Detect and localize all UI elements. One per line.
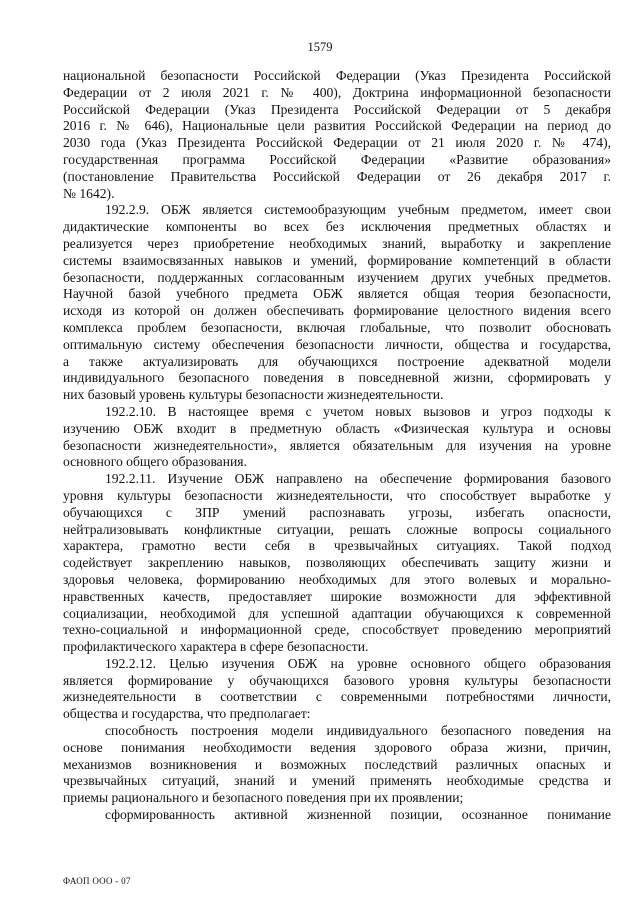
text-line: уровня культуры безопасности жизнедеятельности, что способствует выработке у (63, 487, 611, 503)
text-line: № 1642). (63, 185, 115, 201)
text-line: приемы рационального и безопасного поведения при их проявлении; (63, 790, 464, 806)
text-line: является формирование у обучающихся базового уровня культуры безопасности (63, 672, 611, 688)
text-line: социализации, необходимой для успешной адаптации обучающихся к современной (63, 605, 611, 621)
text-line: 192.2.10. В настоящее время с учетом новых вызовов и угроз подходы к (105, 403, 611, 419)
text-line: 2030 года (Указ Президента Российской Федерации от 21 июля 2020 г. № 474), (63, 135, 611, 151)
text-line: основного общего образования. (63, 454, 247, 470)
text-line: 192.2.9. ОБЖ является системообразующим учебным предметом, имеет свои (105, 202, 611, 218)
text-line: системы взаимосвязанных навыков и умений, формирование компетенций в области (63, 252, 611, 268)
text-line: нравственных качеств, предоставляет широкие возможности для эффективной (63, 588, 611, 604)
text-line: техно-социальной и информационной среде, способствует проведению мероприятий (63, 622, 611, 638)
text-line: здоровья человека, формированию необходимых для этого волевых и морально- (63, 571, 611, 587)
text-line: дидактические компоненты во всех без исключения предметных областях и (63, 219, 611, 235)
text-line: общества и государства, что предполагает: (63, 706, 311, 722)
text-line: национальной безопасности Российской Федерации (Указ Президента Российской (63, 68, 611, 83)
text-line: сформированность активной жизненной позиции, осознанное понимание (105, 807, 611, 823)
text-line: безопасности, поддержанных согласованным изучением других учебных предметов. (63, 269, 611, 285)
text-line: характера, грамотно вести себя в чрезвычайных ситуациях. Такой подход (63, 538, 611, 554)
text-line: 192.2.12. Целью изучения ОБЖ на уровне основного общего образования (105, 655, 611, 671)
text-line: механизмов возникновения и возможных последствий различных опасных и (63, 756, 611, 772)
text-line: комплекса проблем безопасности, включая глобальные, что позволит обосновать (63, 319, 611, 335)
text-line: способность построения модели индивидуального безопасного поведения на (105, 723, 611, 739)
page-number: 1579 (307, 40, 333, 54)
text-line: профилактического характера в сфере безопасности. (63, 639, 369, 655)
text-line: них базовый уровень культуры безопасности жизнедеятельности. (63, 387, 444, 403)
text-line: изучению ОБЖ входит в предметную область «Физическая культура и основы (63, 420, 611, 436)
text-line: содействует закреплению навыков, позволяющих обеспечивать защиту жизни и (63, 555, 611, 571)
text-line: государственная программа Российской Федерации «Развитие образования» (63, 151, 611, 167)
text-line: основе понимания необходимости ведения здорового образа жизни, причин, (63, 739, 611, 755)
text-line: обучающихся с ЗПР умений распознавать угрозы, избегать опасности, (63, 504, 611, 520)
document-body (63, 68, 611, 824)
text-line: 2016 г. № 646), Национальные цели развития Российской Федерации на период до (63, 118, 611, 134)
text-line: реализуется через приобретение необходимых знаний, выработку и закрепление (63, 235, 611, 251)
text-line: Федерации от 2 июля 2021 г. № 400), Доктрина информационной безопасности (63, 84, 611, 100)
text-line: оптимальную систему обеспечения безопасности личности, общества и государства, (63, 336, 611, 352)
text-line: нейтрализовывать конфликтные ситуации, решать сложные вопросы социального (63, 521, 611, 537)
text-line: 192.2.11. Изучение ОБЖ направлено на обеспечение формирования базового (105, 471, 611, 487)
text-line: (постановление Правительства Российской Федерации от 26 декабря 2017 г. (63, 168, 611, 184)
text-line: безопасности жизнедеятельности», является обязательным для изучения на уровне (63, 437, 611, 453)
text-line: исходя из которой он должен обеспечивать формирование целостного видения всего (63, 303, 611, 319)
text-line: Научной базой учебного предмета ОБЖ является общая теория безопасности, (63, 286, 611, 302)
text-line: Российской Федерации (Указ Президента Российской Федерации от 5 декабря (63, 101, 611, 117)
footer-code: ФАОП ООО - 07 (63, 876, 131, 886)
text-line: чрезвычайных ситуаций, знаний и умений применять необходимые средства и (63, 773, 611, 789)
text-line: а также актуализировать для обучающихся построение адекватной модели (63, 353, 611, 369)
text-line: индивидуального безопасного поведения в повседневной жизни, сформировать у (63, 370, 611, 386)
text-line: жизнедеятельности в соответствии с современными потребностями личности, (63, 689, 611, 705)
